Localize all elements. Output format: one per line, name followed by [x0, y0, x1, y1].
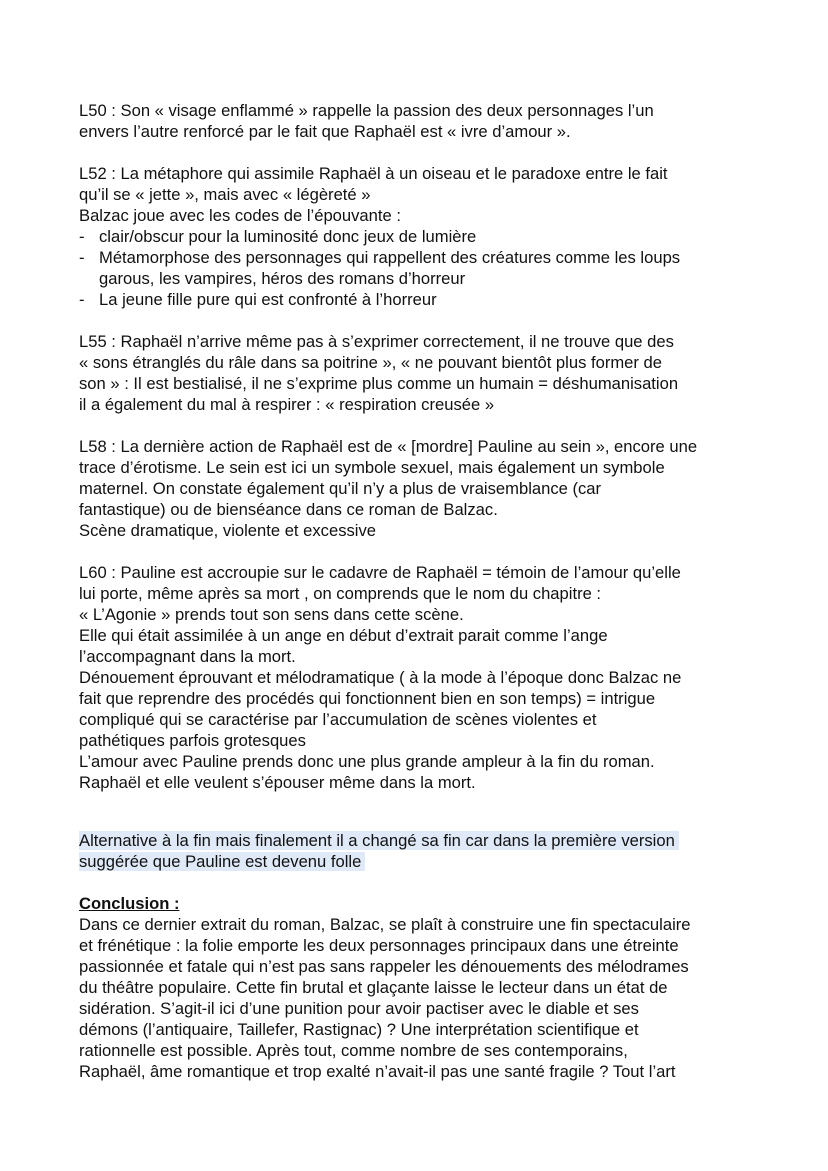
- text-line: fait que reprendre des procédés qui fonctionnent bien en son temps) = intrigue: [79, 689, 656, 708]
- text-line: et frénétique : la folie emporte les deux personnages principaux dans une étreinte: [79, 936, 679, 955]
- text-line: L’amour avec Pauline prends donc une plus grande ampleur à la fin du roman.: [79, 752, 655, 771]
- paragraph-l50: [79, 100, 779, 142]
- text-line: L55 : Raphaël n’arrive même pas à s’exprimer correctement, il ne trouve que des: [79, 332, 674, 351]
- blank-line: [79, 541, 779, 562]
- text-line: Raphaël et elle veulent s’épouser même dans la mort.: [79, 773, 476, 792]
- text-line: démons (l’antiquaire, Taillefer, Rastignac) ? Une interprétation scientifique et: [79, 1020, 639, 1039]
- text-line: il a également du mal à respirer : « respiration creusée »: [79, 395, 495, 414]
- text-line: « sons étranglés du râle dans sa poitrine », « ne pouvant bientôt plus former de: [79, 353, 662, 372]
- section-heading: Conclusion :: [79, 894, 180, 913]
- list-item: [79, 247, 779, 289]
- list-item-text: clair/obscur pour la luminosité donc jeux de lumière: [99, 227, 477, 246]
- paragraph-l52: [79, 163, 779, 310]
- highlighted-text: Alternative à la fin mais finalement il a changé sa fin car dans la première version: [79, 831, 679, 850]
- text-line: passionnée et fatale qui n’est pas sans rappeler les dénouements des mélodrames: [79, 957, 689, 976]
- text-line: Scène dramatique, violente et excessive: [79, 521, 377, 540]
- blank-line: [79, 142, 779, 163]
- list-item-text: La jeune fille pure qui est confronté à l’horreur: [99, 290, 437, 309]
- text-line: fantastique) ou de bienséance dans ce roman de Balzac.: [79, 500, 498, 519]
- text-line: Dénouement éprouvant et mélodramatique ( à la mode à l’époque donc Balzac ne: [79, 668, 682, 687]
- text-line: envers l’autre renforcé par le fait que Raphaël est « ivre d’amour ».: [79, 122, 571, 141]
- text-line: L52 : La métaphore qui assimile Raphaël à un oiseau et le paradoxe entre le fait: [79, 164, 668, 183]
- document-page: [79, 100, 779, 1082]
- text-line: [79, 830, 779, 851]
- blank-line: [79, 415, 779, 436]
- text-line: trace d’érotisme. Le sein est ici un symbole sexuel, mais également un symbole: [79, 458, 665, 477]
- text-line: Balzac joue avec les codes de l’épouvante :: [79, 206, 401, 225]
- text-line: lui porte, même après sa mort , on comprends que le nom du chapitre :: [79, 584, 602, 603]
- list-item-text: garous, les vampires, héros des romans d’horreur: [99, 269, 466, 288]
- text-line: du théâtre populaire. Cette fin brutal et glaçante laisse le lecteur dans un état de: [79, 978, 668, 997]
- text-line: sidération. S’agit-il ici d’une punition pour avoir pactiser avec le diable et ses: [79, 999, 639, 1018]
- list-item: [79, 226, 779, 247]
- bullet-dash-icon: -: [79, 248, 85, 267]
- text-line: rationnelle est possible. Après tout, comme nombre de ses contemporains,: [79, 1041, 628, 1060]
- blank-line: [79, 793, 779, 830]
- text-line: Dans ce dernier extrait du roman, Balzac, se plaît à construire une fin spectaculaire: [79, 915, 691, 934]
- text-line: son » : Il est bestialisé, il ne s’exprime plus comme un humain = déshumanisation: [79, 374, 679, 393]
- paragraph-l55: [79, 331, 779, 415]
- text-line: L60 : Pauline est accroupie sur le cadavre de Raphaël = témoin de l’amour qu’elle: [79, 563, 681, 582]
- bullet-dash-icon: -: [79, 227, 85, 246]
- text-line: compliqué qui se caractérise par l’accumulation de scènes violentes et: [79, 710, 597, 729]
- text-line: Elle qui était assimilée à un ange en début d’extrait parait comme l’ange: [79, 626, 608, 645]
- paragraph-l58: [79, 436, 779, 541]
- text-line: pathétiques parfois grotesques: [79, 731, 306, 750]
- text-line: qu’il se « jette », mais avec « légèreté »: [79, 185, 371, 204]
- text-line: l’accompagnant dans la mort.: [79, 647, 296, 666]
- text-line: Raphaël, âme romantique et trop exalté n’avait-il pas une santé fragile ? Tout l’art: [79, 1062, 676, 1081]
- text-line: [79, 851, 779, 872]
- text-line: maternel. On constate également qu’il n’y a plus de vraisemblance (car: [79, 479, 602, 498]
- bullet-dash-icon: -: [79, 290, 85, 309]
- highlighted-text: suggérée que Pauline est devenu folle: [79, 852, 365, 871]
- blank-line: [79, 872, 779, 893]
- blank-line: [79, 310, 779, 331]
- text-line: L50 : Son « visage enflammé » rappelle la passion des deux personnages l’un: [79, 101, 654, 120]
- list-item-text: Métamorphose des personnages qui rappellent des créatures comme les loups: [99, 248, 681, 267]
- text-line: L58 : La dernière action de Raphaël est de « [mordre] Pauline au sein », encore une: [79, 437, 698, 456]
- paragraph-alternative: [79, 830, 779, 872]
- paragraph-conclusion: [79, 893, 779, 1082]
- text-line: « L’Agonie » prends tout son sens dans cette scène.: [79, 605, 464, 624]
- paragraph-l60: [79, 562, 779, 793]
- list-item: [79, 289, 779, 310]
